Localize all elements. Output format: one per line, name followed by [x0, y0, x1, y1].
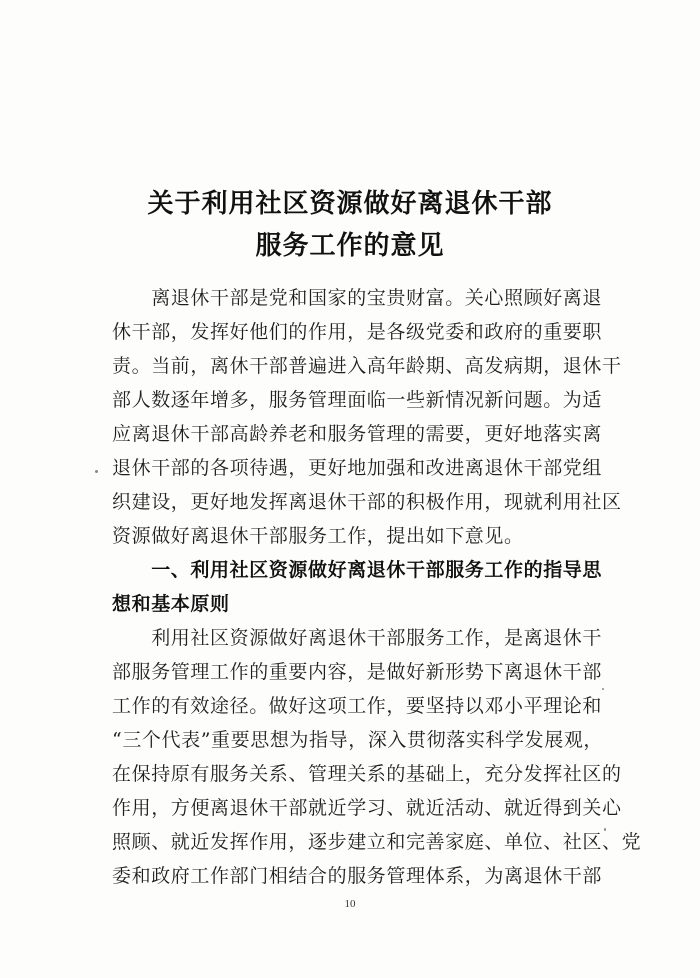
body-line: 应离退休干部高龄养老和服务管理的需要，更好地落实离 [112, 423, 603, 445]
body-line: “三个代表”重要思想为指导，深入贯彻落实科学发展观， [112, 729, 604, 751]
body-line: 织建设，更好地发挥离退休干部的积极作用，现就利用社区 [112, 491, 622, 513]
section-heading-line: 想和基本原则 [112, 593, 230, 615]
scan-speck [604, 828, 606, 831]
body-line: 休干部，发挥好他们的作用，是各级党委和政府的重要职 [112, 321, 603, 343]
document-title-line-1: 关于利用社区资源做好离退休干部 [147, 189, 553, 219]
section-heading-line: 一、利用社区资源做好离退休干部服务工作的指导思 [112, 559, 603, 581]
body-line: 照顾、就近发挥作用，逐步建立和完善家庭、单位、社区、党 [112, 831, 642, 853]
body-line: 工作的有效途径。做好这项工作，要坚持以邓小平理论和 [112, 695, 603, 717]
body-line: 作用，方便离退休干部就近学习、就近活动、就近得到关心 [112, 797, 622, 819]
scan-speck [95, 470, 98, 473]
body-line: 资源做好离退休干部服务工作，提出如下意见。 [112, 525, 524, 547]
body-line: 利用社区资源做好离退休干部服务工作，是离退休干 [112, 627, 603, 649]
body-line: 离退休干部是党和国家的宝贵财富。关心照顾好离退 [112, 287, 603, 309]
body-line: 委和政府工作部门相结合的服务管理体系，为离退休干部 [112, 865, 603, 887]
body-line: 退休干部的各项待遇，更好地加强和改进离退休干部党组 [112, 457, 603, 479]
body-line: 在保持原有服务关系、管理关系的基础上，充分发挥社区的 [112, 763, 622, 785]
body-line: 部人数逐年增多，服务管理面临一些新情况新问题。为适 [112, 389, 603, 411]
page-number: 10 [344, 898, 356, 910]
document-title-line-2: 服务工作的意见 [255, 231, 445, 261]
body-line: 部服务管理工作的重要内容，是做好新形势下离退休干部 [112, 661, 603, 683]
body-line: 责。当前，离休干部普遍进入高年龄期、高发病期，退休干 [112, 355, 622, 377]
scan-speck [602, 688, 604, 690]
